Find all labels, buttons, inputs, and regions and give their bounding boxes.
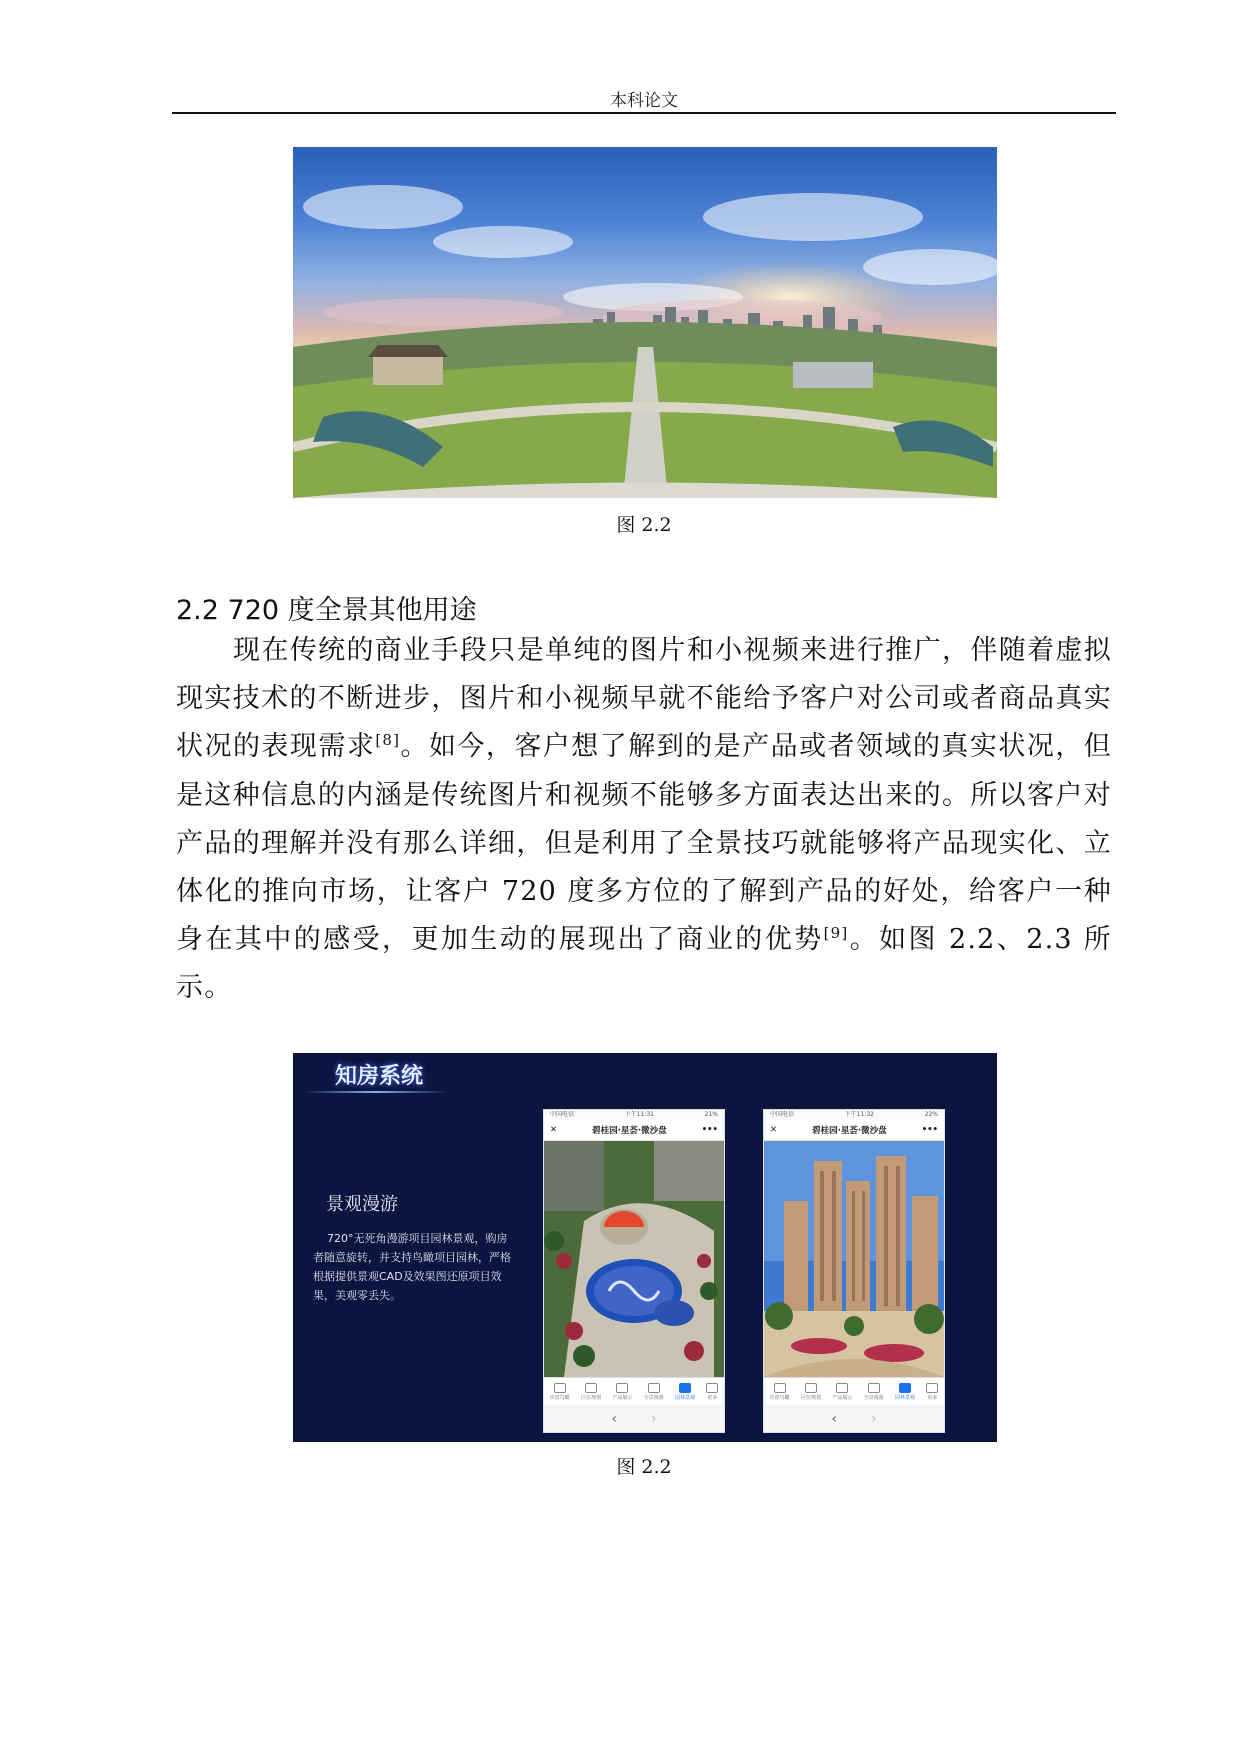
tab-label: 全景漫游	[863, 1395, 884, 1401]
bottom-tab-bar	[544, 1377, 724, 1406]
status-bar	[764, 1110, 944, 1120]
body-paragraph	[176, 627, 1112, 1013]
carrier-label: 中国电信	[770, 1111, 795, 1118]
forward-arrow-icon[interactable]: ›	[871, 1410, 877, 1427]
battery-label: 22%	[924, 1111, 938, 1118]
figure-caption-1: 图 2.2	[616, 514, 672, 536]
aerial-garden-view[interactable]	[544, 1141, 724, 1377]
panorama-icon	[648, 1383, 660, 1393]
panorama-icon	[868, 1383, 880, 1393]
tab-label: 园林景观	[894, 1395, 915, 1401]
tab-sandbox-aerial[interactable]	[550, 1383, 570, 1401]
header-rule	[172, 112, 1116, 114]
clock-label: 下午11:32	[844, 1111, 874, 1118]
app-titlebar	[544, 1120, 724, 1141]
paragraph-text-1: 现在传统的商业手段只是单纯的图片和小视频来进行推广，伴随着虚拟现实技术的不断进步，图片和小视频早就不能给予客户对公司或者商品真实状况的表现需求	[176, 635, 1112, 763]
tab-location-plan[interactable]	[581, 1383, 601, 1401]
close-icon[interactable]: ✕	[550, 1125, 558, 1135]
close-icon[interactable]: ✕	[770, 1125, 778, 1135]
citation-8: [8]	[375, 731, 401, 750]
tab-more[interactable]	[926, 1383, 938, 1401]
tab-label: 沙盘鸟瞰	[769, 1395, 790, 1401]
tab-sandbox-aerial[interactable]	[770, 1383, 790, 1401]
back-arrow-icon[interactable]: ‹	[831, 1410, 837, 1427]
phone-screen-aerial	[543, 1109, 725, 1433]
status-bar	[544, 1110, 724, 1120]
browser-nav-bar	[764, 1405, 944, 1432]
tab-garden-landscape[interactable]	[895, 1383, 915, 1401]
more-icon[interactable]: •••	[921, 1125, 938, 1135]
feature-heading: 景观漫游	[326, 1194, 398, 1215]
section-heading: 2.2 720 度全景其他用途	[176, 595, 477, 626]
tab-label: 产品展示	[612, 1395, 633, 1401]
tab-label: 园林景观	[674, 1395, 695, 1401]
forward-arrow-icon[interactable]: ›	[651, 1410, 657, 1427]
feature-description: 720°无死角漫游项目园林景观，购房者随意旋转，并支持鸟瞰项目园林，严格根据提供景观CAD及效果图还原项目效果，美观零丢失。	[313, 1232, 511, 1302]
more-dots-icon	[706, 1383, 718, 1393]
tab-more[interactable]	[706, 1383, 718, 1401]
tab-label: 产品展示	[832, 1395, 853, 1401]
brand-logo-text: 知房系统	[335, 1064, 424, 1089]
running-header: 本科论文	[610, 91, 678, 111]
tab-panorama-tour[interactable]	[644, 1383, 664, 1401]
product-icon	[836, 1383, 848, 1393]
more-icon[interactable]: •••	[701, 1125, 718, 1135]
tab-label: 沙盘鸟瞰	[549, 1395, 570, 1401]
garden-illustration	[544, 1141, 724, 1377]
garden-icon	[679, 1383, 691, 1393]
tab-location-plan[interactable]	[801, 1383, 821, 1401]
app-title: 碧桂园·星荟·微沙盘	[812, 1126, 887, 1136]
location-icon	[805, 1383, 817, 1393]
tab-product-showcase[interactable]	[832, 1383, 852, 1401]
panorama-image	[293, 147, 997, 498]
tab-label: 更多	[707, 1395, 718, 1401]
tab-label: 全景漫游	[643, 1395, 664, 1401]
tab-label: 区位规划	[580, 1395, 601, 1401]
tab-label: 区位规划	[800, 1395, 821, 1401]
sandbox-icon	[774, 1383, 786, 1393]
brand-underline	[303, 1091, 448, 1093]
citation-9: [9]	[823, 924, 849, 943]
battery-label: 21%	[704, 1111, 718, 1118]
product-icon	[616, 1383, 628, 1393]
paragraph-text-3: 。如图 2.2、2.3 所示。	[176, 924, 1112, 1004]
clock-label: 下午11:31	[624, 1111, 654, 1118]
garden-icon	[899, 1383, 911, 1393]
more-dots-icon	[926, 1383, 938, 1393]
bottom-tab-bar	[764, 1377, 944, 1406]
paragraph-text-2: 。如今，客户想了解到的是产品或者领域的真实状况，但是这种信息的内涵是传统图片和视频不能够多方面表达出来的。所以客户对产品的理解并没有那么详细，但是利用了全景技巧就能够将产品现实化、立体化的推向市场，让客户 720 度多方位的了解到产品的好处，给客户一种身在其中的感受，更加生动的展现出了商业的优势	[176, 731, 1112, 956]
tab-product-showcase[interactable]	[612, 1383, 632, 1401]
figure-caption-2: 图 2.2	[616, 1456, 672, 1478]
phone-screen-ground	[763, 1109, 945, 1433]
app-title: 碧桂园·星荟·微沙盘	[592, 1126, 667, 1136]
carrier-label: 中国电信	[550, 1111, 575, 1118]
sandbox-icon	[554, 1383, 566, 1393]
location-icon	[585, 1383, 597, 1393]
towers-illustration	[764, 1141, 944, 1377]
tab-garden-landscape[interactable]	[675, 1383, 695, 1401]
browser-nav-bar	[544, 1405, 724, 1432]
app-titlebar	[764, 1120, 944, 1141]
tab-label: 更多	[927, 1395, 938, 1401]
ground-level-view[interactable]	[764, 1141, 944, 1377]
panorama-illustration	[293, 147, 997, 498]
app-promo-image	[293, 1053, 997, 1442]
back-arrow-icon[interactable]: ‹	[611, 1410, 617, 1427]
tab-panorama-tour[interactable]	[864, 1383, 884, 1401]
